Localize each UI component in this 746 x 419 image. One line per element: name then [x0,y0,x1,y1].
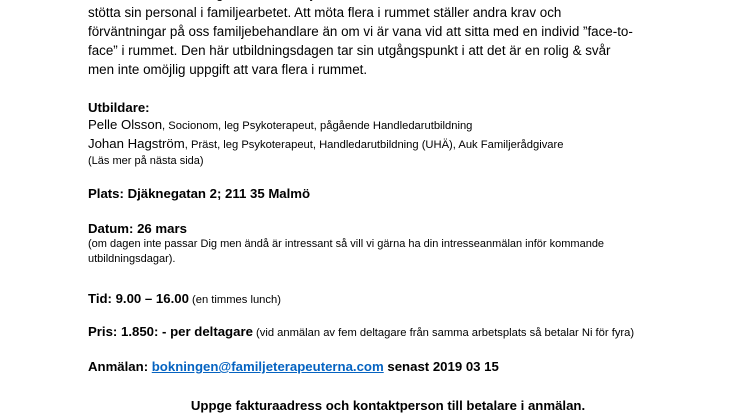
anmalan-label: Anmälan: [88,359,152,374]
intro-paragraph [88,0,688,79]
trainer-pelle [88,116,688,135]
intro-line: stötta sin personal i familjearbetet. Att möta flera i rummet ställer andra krav och [88,5,562,20]
pris-note: (vid anmälan av fem deltagare från samma arbetsplats så betalar Ni för fyra) [252,327,635,339]
utbildare-section [88,99,688,169]
plats-line: Plats: Djäknegatan 2; 211 35 Malmö [88,186,311,201]
read-more-note: (Läs mer på nästa sida) [88,155,204,167]
intro-line: förväntningar på oss familjebehandlare än om vi är vana vid att sitta med en individ ”face-to- [88,24,633,39]
tid-line [88,290,688,309]
datum-heading: Datum: 26 mars [88,221,187,236]
anmalan-deadline: senast 2019 03 15 [383,359,499,374]
trainer-name: Johan Hagström [88,136,185,151]
intro-line: face” i rummet. Den här utbildningsdagen tar sin utgångspunkt i att det är en rolig & svår [88,43,611,58]
email-link[interactable]: bokningen@familjeterapeuterna.com [151,359,384,374]
tid-label: Tid: 9.00 – 16.00 [88,291,189,306]
datum-note-line: utbildningsdagar). [88,253,176,265]
intro-line: men inte omöjlig uppgift att vara flera i rummet. [88,62,368,77]
anmalan-line [88,358,688,375]
trainer-details: , Präst, leg Psykoterapeut, Handledarutbildning (UHÄ), Auk Familjerådgivare [184,139,564,151]
datum-section [88,220,688,267]
datum-note-line: (om dagen inte passar Dig men ändå är intressant så vill vi gärna ha din intresseanmälan inför kommande [88,238,605,250]
utbildare-heading: Utbildare: [88,100,150,115]
trainer-name: Pelle Olsson [88,117,163,132]
pris-line [88,323,688,342]
footer-instruction: Uppge fakturaadress och kontaktperson till betalare i anmälan. [190,398,586,413]
trainer-details: , Socionom, leg Psykoterapeut, pågående Handledarutbildning [162,120,473,132]
pris-label: Pris: 1.850: - per deltagare [88,324,253,339]
trainer-johan [88,135,688,154]
tid-note: (en timmes lunch) [188,294,281,306]
